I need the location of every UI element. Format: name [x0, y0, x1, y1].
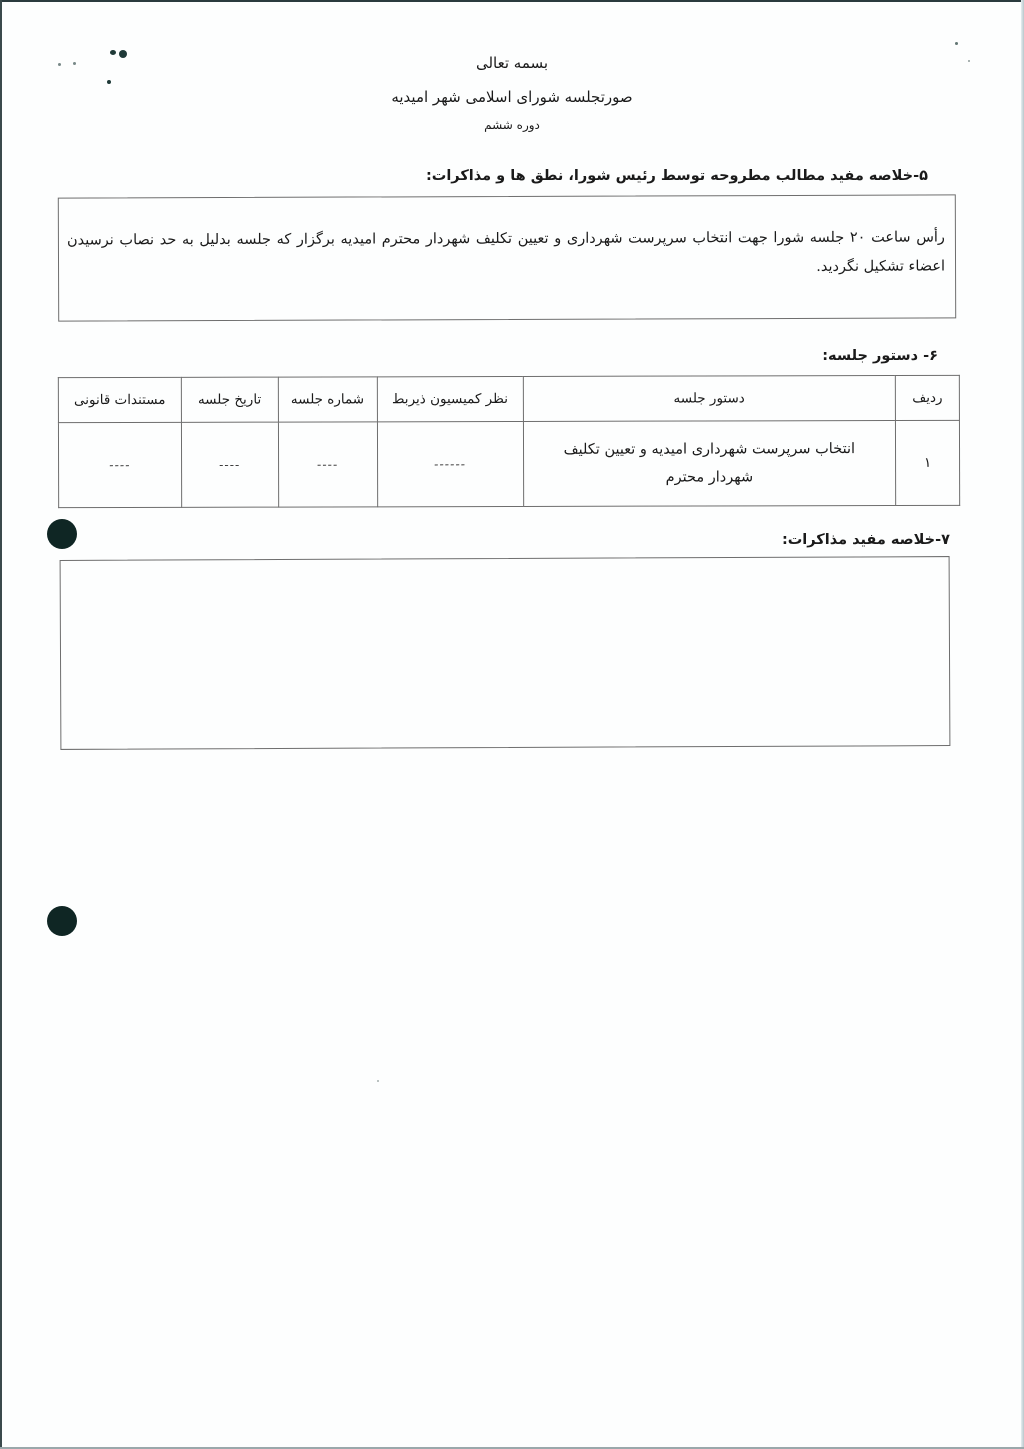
- meeting-number-value: ----: [316, 457, 339, 472]
- column-header-agenda: دستور جلسه: [523, 375, 896, 421]
- section-5-body: رأس ساعت ۲۰ جلسه شورا جهت انتخاب سرپرست شهرداری و تعیین تکلیف شهردار محترم امیدیه برگزار که جلسه بدلیل به حد نصاب نرسیدن اعضاء تشکیل نگردید.: [66, 229, 946, 275]
- scan-speck: [107, 80, 111, 84]
- agenda-table: [58, 375, 960, 508]
- scan-speck: [377, 1080, 379, 1082]
- section-7-box: [60, 556, 951, 750]
- section-5-title: ۵-خلاصه مفید مطالب مطروحه توسط رئیس شورا، نطق ها و مذاکرات:: [425, 168, 928, 184]
- binder-hole: [47, 519, 77, 549]
- cell-meeting-date: [181, 422, 278, 507]
- cell-legal-documents: [58, 422, 181, 507]
- column-header-meeting-date: تاریخ جلسه: [181, 377, 278, 422]
- meeting-date-value: ----: [219, 457, 241, 472]
- section-7-title: ۷-خلاصه مفید مذاکرات:: [781, 532, 950, 548]
- bismillah-heading: بسمه تعالی: [475, 54, 549, 72]
- column-header-commission-opinion: نظر کمیسیون ذیربط: [377, 376, 523, 421]
- document-title: صورتجلسه شورای اسلامی شهر امیدیه: [391, 88, 633, 106]
- cell-row-number: ۱: [895, 420, 959, 505]
- scan-edge-left: [0, 0, 2, 1449]
- council-period: دوره ششم: [484, 118, 540, 132]
- table-row: [58, 420, 959, 507]
- agenda-item-text: انتخاب سرپرست شهرداری امیدیه و تعیین تکلیف شهردار محترم: [563, 441, 856, 486]
- scan-edge-top: [0, 0, 1024, 2]
- commission-opinion-value: ------: [434, 457, 467, 472]
- cell-agenda: [523, 420, 896, 506]
- section-6-title: ۶- دستور جلسه:: [822, 348, 938, 364]
- column-header-legal-documents: مستندات قانونی: [58, 377, 181, 422]
- cell-commission-opinion: [377, 421, 523, 506]
- binder-hole: [47, 906, 77, 936]
- cell-meeting-number: [278, 422, 377, 507]
- legal-documents-value: ----: [109, 457, 131, 473]
- agenda-header-row: [58, 375, 959, 422]
- scan-speck: [955, 42, 958, 45]
- column-header-meeting-number: شماره جلسه: [278, 377, 377, 422]
- section-5-box: [58, 194, 956, 321]
- column-header-row-number: ردیف: [895, 375, 959, 420]
